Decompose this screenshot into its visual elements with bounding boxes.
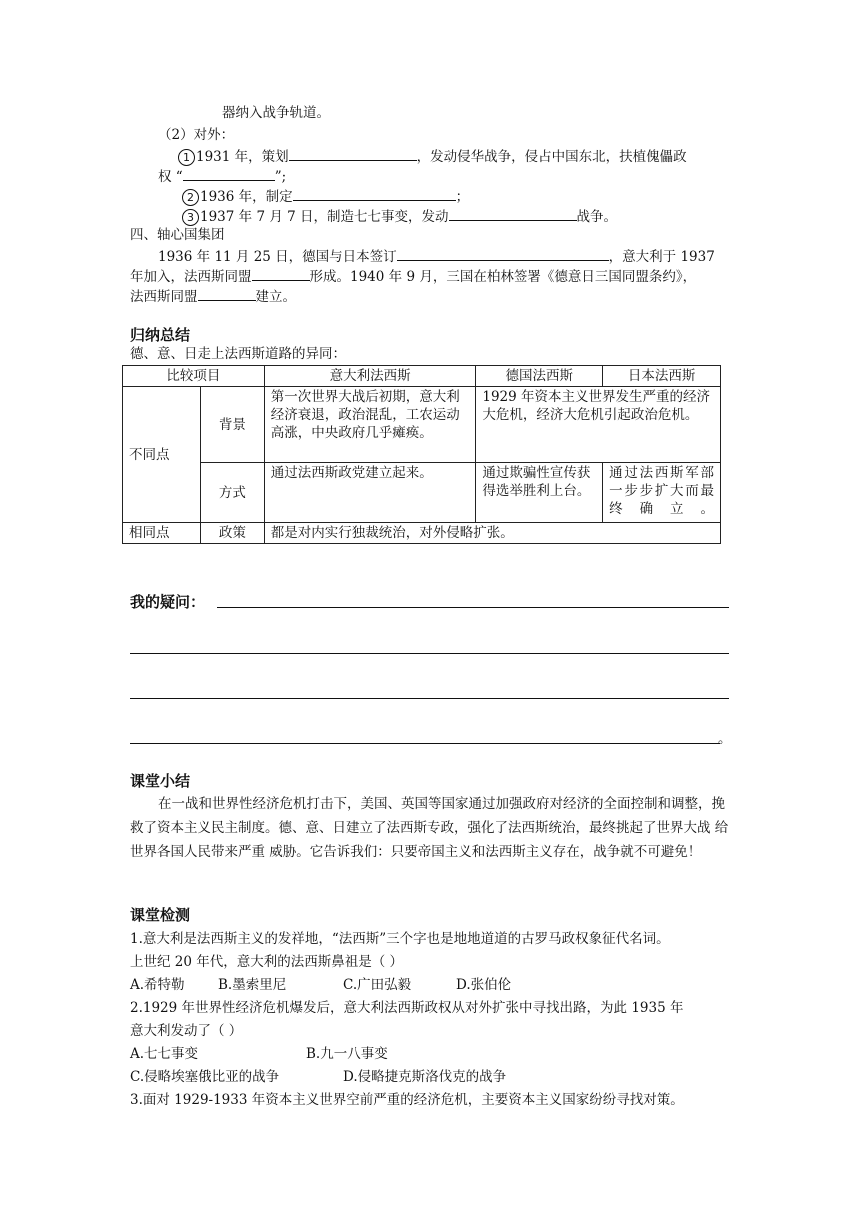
item-1-text-c: 权 “ — [158, 169, 183, 185]
question-answer-line-4[interactable] — [130, 743, 720, 744]
question-answer-line-3[interactable] — [130, 698, 729, 699]
cell-background-label: 背景 — [200, 387, 264, 463]
section-4-text-b: ，意大利于 1937 — [608, 249, 715, 265]
section-4-line-3 — [130, 286, 296, 306]
comparison-table — [122, 365, 721, 544]
question-1-line-1: 1.意大利是法西斯主义的发祥地，“法西斯”三个字也是地地道道的古罗马政权象征代名词。 — [130, 931, 670, 947]
cell-background-germany-japan: 1929 年资本主义世界发生严重的经济大危机，经济大危机引起政治危机。 — [476, 387, 721, 463]
item-3-text-a: 1937 年 7 月 7 日，制造七七事变，发动 — [200, 209, 449, 225]
item-1-text-b: ，发动侵华战争，侵占中国东北，扶植傀儡政 — [416, 149, 687, 165]
question-2-option-d[interactable]: D.侵略捷克斯洛伐克的战争 — [343, 1069, 507, 1085]
question-answer-line-2[interactable] — [130, 653, 729, 654]
cell-method-japan: 通过法西斯军部一步步扩大而最终确立。 — [603, 463, 721, 523]
header-germany: 德国法西斯 — [476, 366, 603, 387]
section-4-text-c: 年加入，法西斯同盟 — [130, 269, 252, 285]
question-1-option-c[interactable]: C.广田弘毅 — [343, 977, 412, 993]
question-end-mark: 。 — [718, 731, 732, 747]
item-1-continued — [158, 166, 286, 186]
cell-difference-label: 不同点 — [123, 387, 201, 523]
cell-method-label: 方式 — [200, 463, 264, 523]
item-1-text-a: 1931 年，策划 — [196, 149, 289, 165]
cell-policy-text: 都是对内实行独裁统治，对外侵略扩张。 — [264, 523, 720, 544]
cell-background-italy: 第一次世界大战后初期，意大利经济衰退，政治混乱，工农运动高涨，中央政府几乎瘫痪。 — [264, 387, 476, 463]
item-2-text-b: ； — [455, 189, 470, 205]
section-4-title: 四、轴心国集团 — [130, 227, 225, 243]
blank-pact-name[interactable] — [397, 246, 609, 261]
question-2-line-1: 2.1929 年世界性经济危机爆发后，意大利法西斯政权从对外扩张中寻找出路，为此 1935 年 — [130, 1000, 684, 1016]
blank-alliance-established[interactable] — [198, 286, 256, 301]
external-label: （2）对外： — [158, 127, 235, 143]
question-1-option-b[interactable]: B.墨索里尼 — [218, 977, 287, 993]
cell-same-label: 相同点 — [123, 523, 201, 544]
class-summary-text: 在一战和世界性经济危机打击下，美国、英国等国家通过加强政府对经济的全面控制和调整，挽救了资本主义民主制度。德、意、日建立了法西斯专政，强化了法西斯统治，最终挑起了世界大战 给世界各国人民带来严重 威胁。它告诉我们：只要帝国主义和法西斯主义存在，战争就不可避免！ — [130, 796, 729, 860]
section-4-text-a: 1936 年 11 月 25 日，德国与日本签订 — [158, 249, 397, 265]
item-2 — [182, 186, 469, 206]
table-row-background — [123, 387, 721, 463]
header-compare-item: 比较项目 — [123, 366, 265, 387]
question-2-option-b[interactable]: B.九一八事变 — [306, 1046, 388, 1062]
blank-puppet-regime[interactable] — [183, 166, 275, 181]
cell-method-italy: 通过法西斯政党建立起来。 — [264, 463, 476, 523]
header-japan: 日本法西斯 — [603, 366, 721, 387]
item-3 — [182, 206, 617, 226]
header-italy: 意大利法西斯 — [264, 366, 476, 387]
item-1-text-d: ”; — [274, 169, 287, 185]
table-row-method — [123, 463, 721, 523]
question-answer-line-1[interactable] — [217, 607, 729, 608]
circled-number-2: 2 — [182, 189, 199, 206]
section-4-text-d: 形成。1940 年 9 月，三国在柏林签署《德意日三国同盟条约》， — [309, 269, 697, 285]
continuation-line: 器纳入战争轨道。 — [222, 105, 330, 121]
question-3-line-1: 3.面对 1929-1933 年资本主义世界空前严重的经济危机，主要资本主义国家纷纷寻找对策。 — [130, 1092, 684, 1108]
question-1-option-a[interactable]: A.希特勒 — [130, 977, 185, 993]
section-4-text-e: 法西斯同盟 — [130, 289, 198, 305]
circled-number-3: 3 — [182, 209, 199, 226]
section-4-text-f: 建立。 — [255, 289, 296, 305]
blank-alliance-formed[interactable] — [252, 266, 310, 281]
section-4-line-1 — [158, 246, 715, 266]
class-summary-heading: 课堂小结 — [130, 772, 191, 790]
summary-intro: 德、意、日走上法西斯道路的异同： — [130, 346, 346, 362]
cell-policy-label: 政策 — [200, 523, 264, 544]
summary-heading: 归纳总结 — [130, 326, 191, 344]
question-2-option-a[interactable]: A.七七事变 — [130, 1046, 199, 1062]
table-row-same — [123, 523, 721, 544]
blank-1936-policy[interactable] — [293, 186, 456, 201]
table-header-row — [123, 366, 721, 387]
cell-method-germany: 通过欺骗性宣传获得选举胜利上台。 — [476, 463, 603, 523]
quiz-heading: 课堂检测 — [130, 906, 191, 924]
item-1 — [178, 146, 687, 166]
question-1-line-2: 上世纪 20 年代，意大利的法西斯鼻祖是（ ） — [130, 954, 404, 970]
blank-1931-event[interactable] — [289, 146, 417, 161]
section-4-line-2 — [130, 266, 696, 286]
circled-number-1: 1 — [178, 149, 195, 166]
blank-war-name[interactable] — [449, 206, 577, 221]
item-2-text-a: 1936 年，制定 — [200, 189, 293, 205]
question-1-option-d[interactable]: D.张伯伦 — [456, 977, 512, 993]
question-label: 我的疑问： — [130, 593, 206, 611]
item-3-text-b: 战争。 — [576, 209, 617, 225]
question-2-option-c[interactable]: C.侵略埃塞俄比亚的战争 — [130, 1069, 280, 1085]
question-2-line-2: 意大利发动了（ ） — [130, 1023, 243, 1039]
